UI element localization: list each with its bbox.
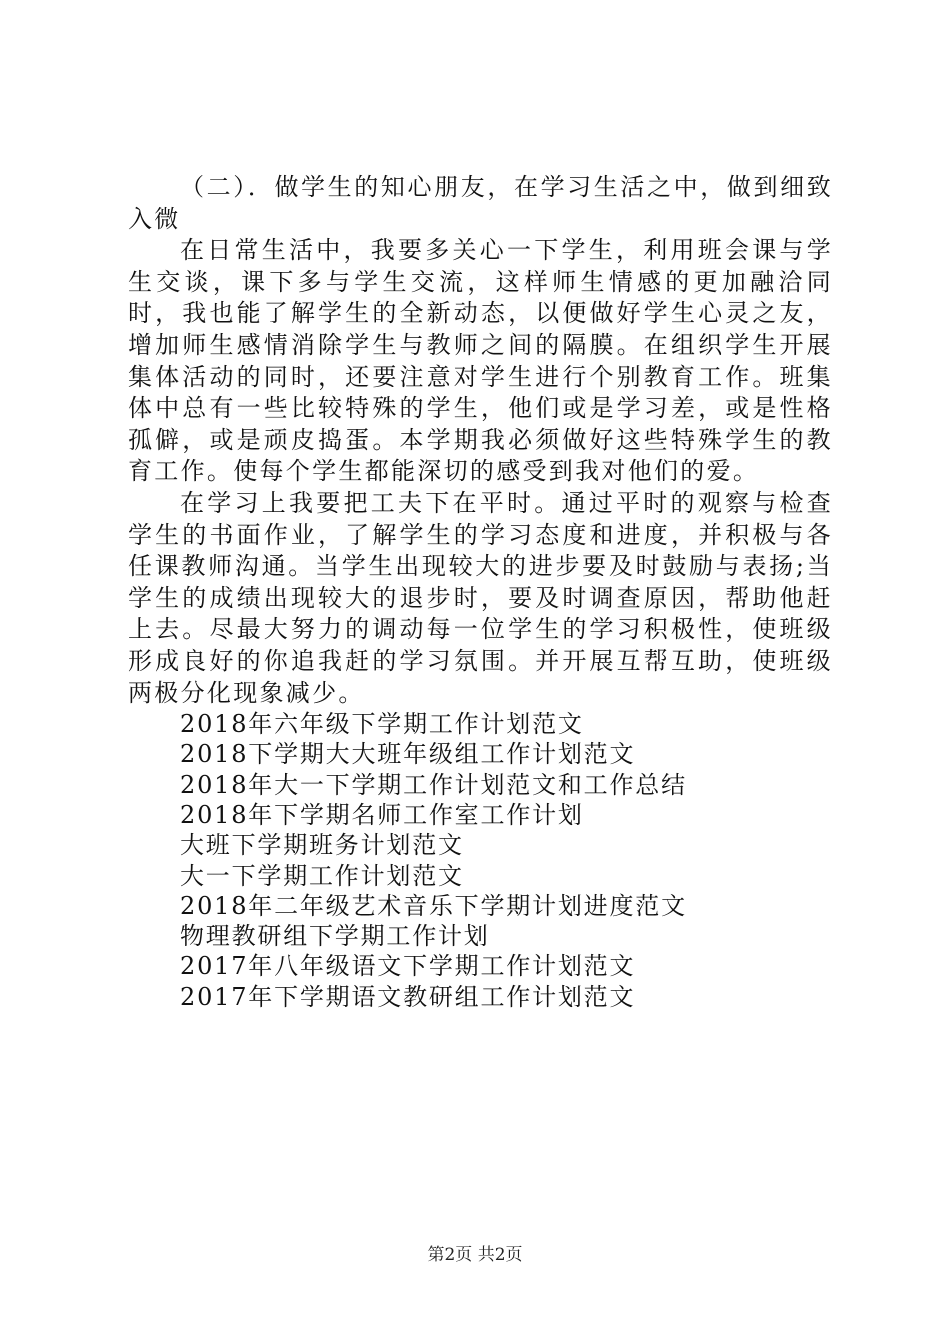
related-link[interactable]: 2017年八年级语文下学期工作计划范文 xyxy=(180,952,636,981)
related-link[interactable]: 2018年二年级艺术音乐下学期计划进度范文 xyxy=(180,891,687,920)
related-link[interactable]: 2018年六年级下学期工作计划范文 xyxy=(180,710,584,739)
body-paragraph-1: 在日常生活中，我要多关心一下学生，利用班会课与学生交谈，课下多与学生交流，这样师生情感的更加融洽同时，我也能了解学生的全新动态，以便做好学生心灵之友，增加师生感情消除学生与教师之间的隔膜。在组织学生开展集体活动的同时，还要注意对学生进行个别教育工作。班集体中总有一些比较特殊的学生，他们或是学习差，或是性格孤僻，或是顽皮捣蛋。本学期我必须做好这些特殊学生的教育工作。使每个学生都能深切的感受到我对他们的爱。 xyxy=(128,236,833,486)
related-link[interactable]: 2017年下学期语文教研组工作计划范文 xyxy=(180,982,636,1011)
body-paragraph-2: 在学习上我要把工夫下在平时。通过平时的观察与检查学生的书面作业，了解学生的学习态度和进度，并积极与各任课教师沟通。当学生出现较大的进步要及时鼓励与表扬;当学生的成绩出现较大的退步时，要及时调查原因，帮助他赶上去。尽最大努力的调动每一位学生的学习积极性，使班级形成良好的你追我赶的学习氛围。并开展互帮互助，使班级两极分化现象减少。 xyxy=(128,488,833,707)
related-links-list xyxy=(128,709,833,1012)
related-link[interactable]: 2018下学期大大班年级组工作计划范文 xyxy=(180,740,636,769)
related-link[interactable]: 2018年大一下学期工作计划范文和工作总结 xyxy=(180,770,687,799)
document-body xyxy=(128,172,833,1012)
related-link[interactable]: 大班下学期班务计划范文 xyxy=(180,831,464,860)
related-link[interactable]: 大一下学期工作计划范文 xyxy=(180,861,464,890)
related-link[interactable]: 2018年下学期名师工作室工作计划 xyxy=(180,800,584,829)
page-number: 第2页 共2页 xyxy=(427,1245,523,1265)
related-link[interactable]: 物理教研组下学期工作计划 xyxy=(180,922,490,951)
section-heading: （二）．做学生的知心朋友，在学习生活之中，做到细致入微 xyxy=(128,173,833,233)
